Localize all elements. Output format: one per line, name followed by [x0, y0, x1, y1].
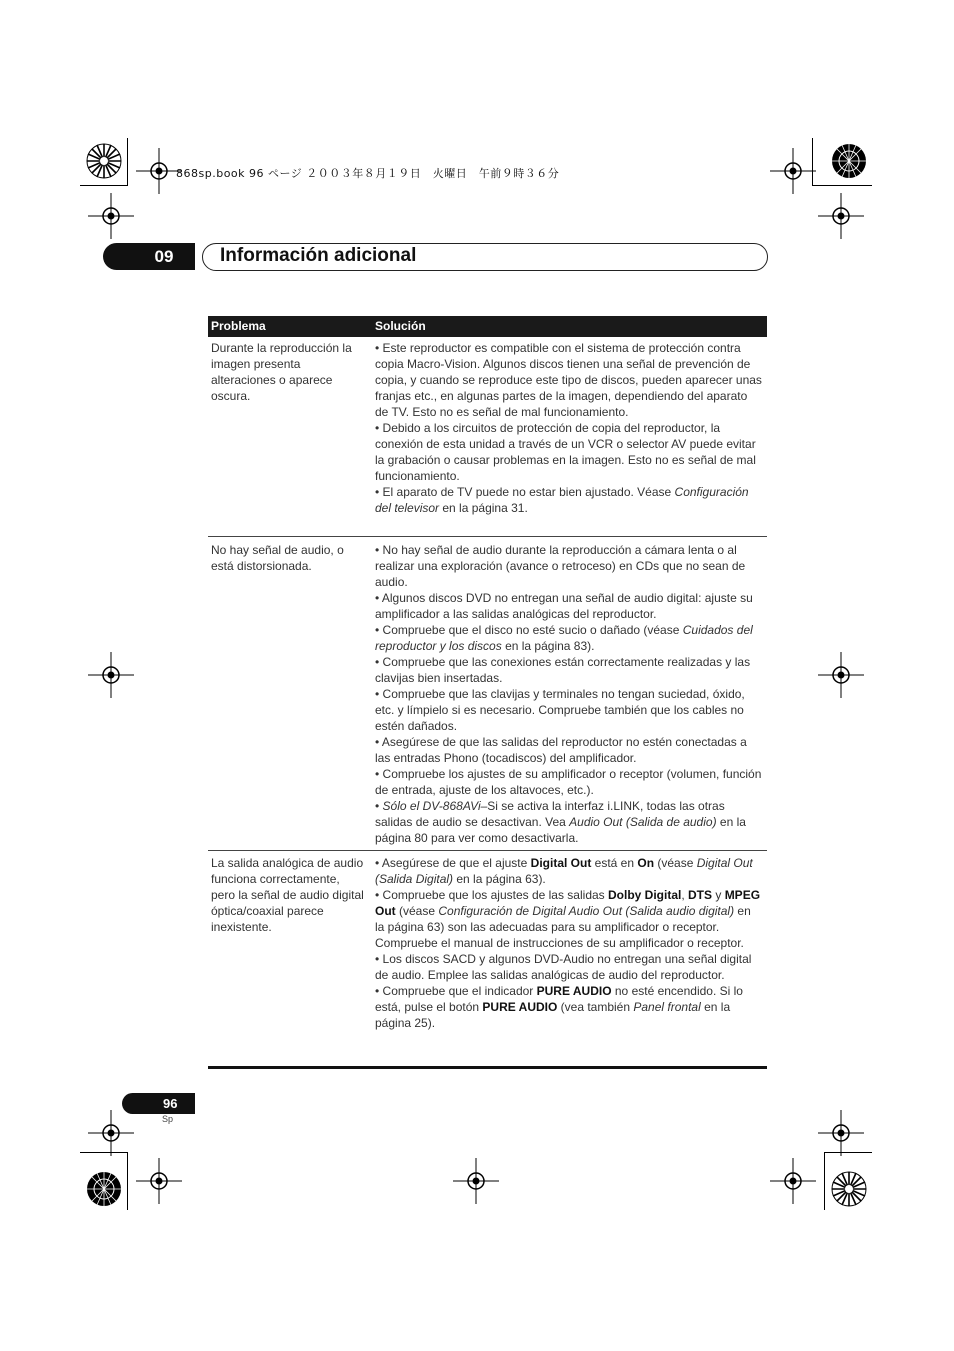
- solution-item: • Este reproductor es compatible con el sistema de protección contra copia Macro-Vision. Algunos discos tienen una señal de prevención de copia, y cuando se reproduce este tipo de discos, pueden aparecer unas franjas etc., en algunas partes de la imagen, dependiendo del aparato de TV. Esto no es señal de mal funcionamiento.: [375, 341, 762, 419]
- solution-cell: [375, 340, 763, 516]
- solution-item: • Compruebe que los ajustes de las salidas Dolby Digital, DTS y MPEG Out (véase Configuración de Digital Audio Out (Salida audio digital) en la página 63) son las adecuadas para su amplificador o receptor. Compruebe el manual de instrucciones de su amplificador o receptor.: [375, 888, 761, 950]
- registration-target-icon: [831, 143, 867, 179]
- chapter-number: 09: [154, 247, 174, 266]
- solution-item: • Algunos discos DVD no entregan una señal de audio digital: ajuste su amplificador a las salidas analógicas del reproductor.: [375, 591, 753, 621]
- column-header-solution: Solución: [375, 319, 426, 333]
- chapter-number-badge: [103, 243, 195, 270]
- crosshair-mark-icon: [818, 652, 864, 698]
- solution-item: • Asegúrese de que las salidas del reproductor no estén conectadas a las entradas Phono (tocadiscos) del amplificador.: [375, 735, 747, 765]
- chapter-title: Información adicional: [220, 245, 417, 266]
- table-header: [208, 316, 767, 337]
- solution-item: • Compruebe que las clavijas y terminales no tengan suciedad, óxido, etc. y límpielo si es necesario. Compruebe también que los cables no estén dañados.: [375, 687, 745, 733]
- crosshair-mark-icon: [88, 193, 134, 239]
- crosshair-mark-icon: [818, 1110, 864, 1156]
- solution-cell: [375, 542, 763, 846]
- print-info-header: 868sp.book 96 ページ ２００３年８月１９日 火曜日 午前９時３６分: [176, 167, 560, 180]
- solution-item: • El aparato de TV puede no estar bien ajustado. Véase Configuración del televisor en la página 31.: [375, 485, 749, 515]
- solution-item: • Asegúrese de que el ajuste Digital Out está en On (véase Digital Out (Salida Digital) en la página 63).: [375, 856, 753, 886]
- solution-item: • Sólo el DV-868AVi–Si se activa la interfaz i.LINK, todas las otras salidas de audio se desactivan. Vea Audio Out (Salida de audio) en la página 80 para ver como desactivarla.: [375, 799, 746, 845]
- solution-item: • Compruebe que las conexiones están correctamente realizadas y las clavijas bien insertadas.: [375, 655, 751, 685]
- crosshair-mark-icon: [770, 1158, 816, 1204]
- table-row: [208, 537, 767, 851]
- table-row: [208, 851, 767, 1069]
- solution-item: • Debido a los circuitos de protección de copia del reproductor, la conexión de esta unidad a través de un VCR o selector AV puede evitar la grabación o causar problemas en la imagen. Esto no es señal de mal funcionamiento.: [375, 421, 756, 483]
- solution-cell: [375, 855, 763, 1031]
- crosshair-mark-icon: [88, 1110, 134, 1156]
- page-number-badge: [122, 1093, 195, 1114]
- registration-target-icon: [86, 143, 122, 179]
- solution-item: • Compruebe que el indicador PURE AUDIO no esté encendido. Si lo está, pulse el botón PURE AUDIO (vea también Panel frontal en la página 25).: [375, 984, 743, 1030]
- problem-cell: No hay señal de audio, o está distorsionada.: [211, 543, 344, 573]
- registration-target-icon: [86, 1171, 122, 1207]
- table-row: [208, 337, 767, 537]
- problem-cell: La salida analógica de audio funciona correctamente, pero la señal de audio digital óptica/coaxial parece inexistente.: [211, 856, 364, 934]
- crosshair-mark-icon: [818, 193, 864, 239]
- solution-item: • Compruebe que el disco no esté sucio o dañado (véase Cuidados del reproductor y los discos en la página 83).: [375, 623, 753, 653]
- crosshair-mark-icon: [453, 1158, 499, 1204]
- crosshair-mark-icon: [88, 652, 134, 698]
- solution-item: • No hay señal de audio durante la reproducción a cámara lenta o al realizar una exploración (avance o retroceso) en CDs que no sean de audio.: [375, 543, 746, 589]
- crosshair-mark-icon: [770, 148, 816, 194]
- registration-target-icon: [831, 1171, 867, 1207]
- page-language-code: Sp: [162, 1114, 174, 1124]
- page-number: 96: [163, 1096, 178, 1111]
- solution-item: • Compruebe los ajustes de su amplificador o receptor (volumen, función de entrada, ajuste de los altavoces, etc.).: [375, 767, 762, 797]
- column-header-problem: Problema: [211, 319, 266, 333]
- crosshair-mark-icon: [136, 1158, 182, 1204]
- problem-cell: Durante la reproducción la imagen presenta alteraciones o aparece oscura.: [211, 341, 352, 403]
- troubleshooting-table: [208, 316, 767, 1069]
- solution-item: • Los discos SACD y algunos DVD-Audio no entregan una señal digital de audio. Emplee las salidas analógicas de audio del reproductor.: [375, 952, 752, 982]
